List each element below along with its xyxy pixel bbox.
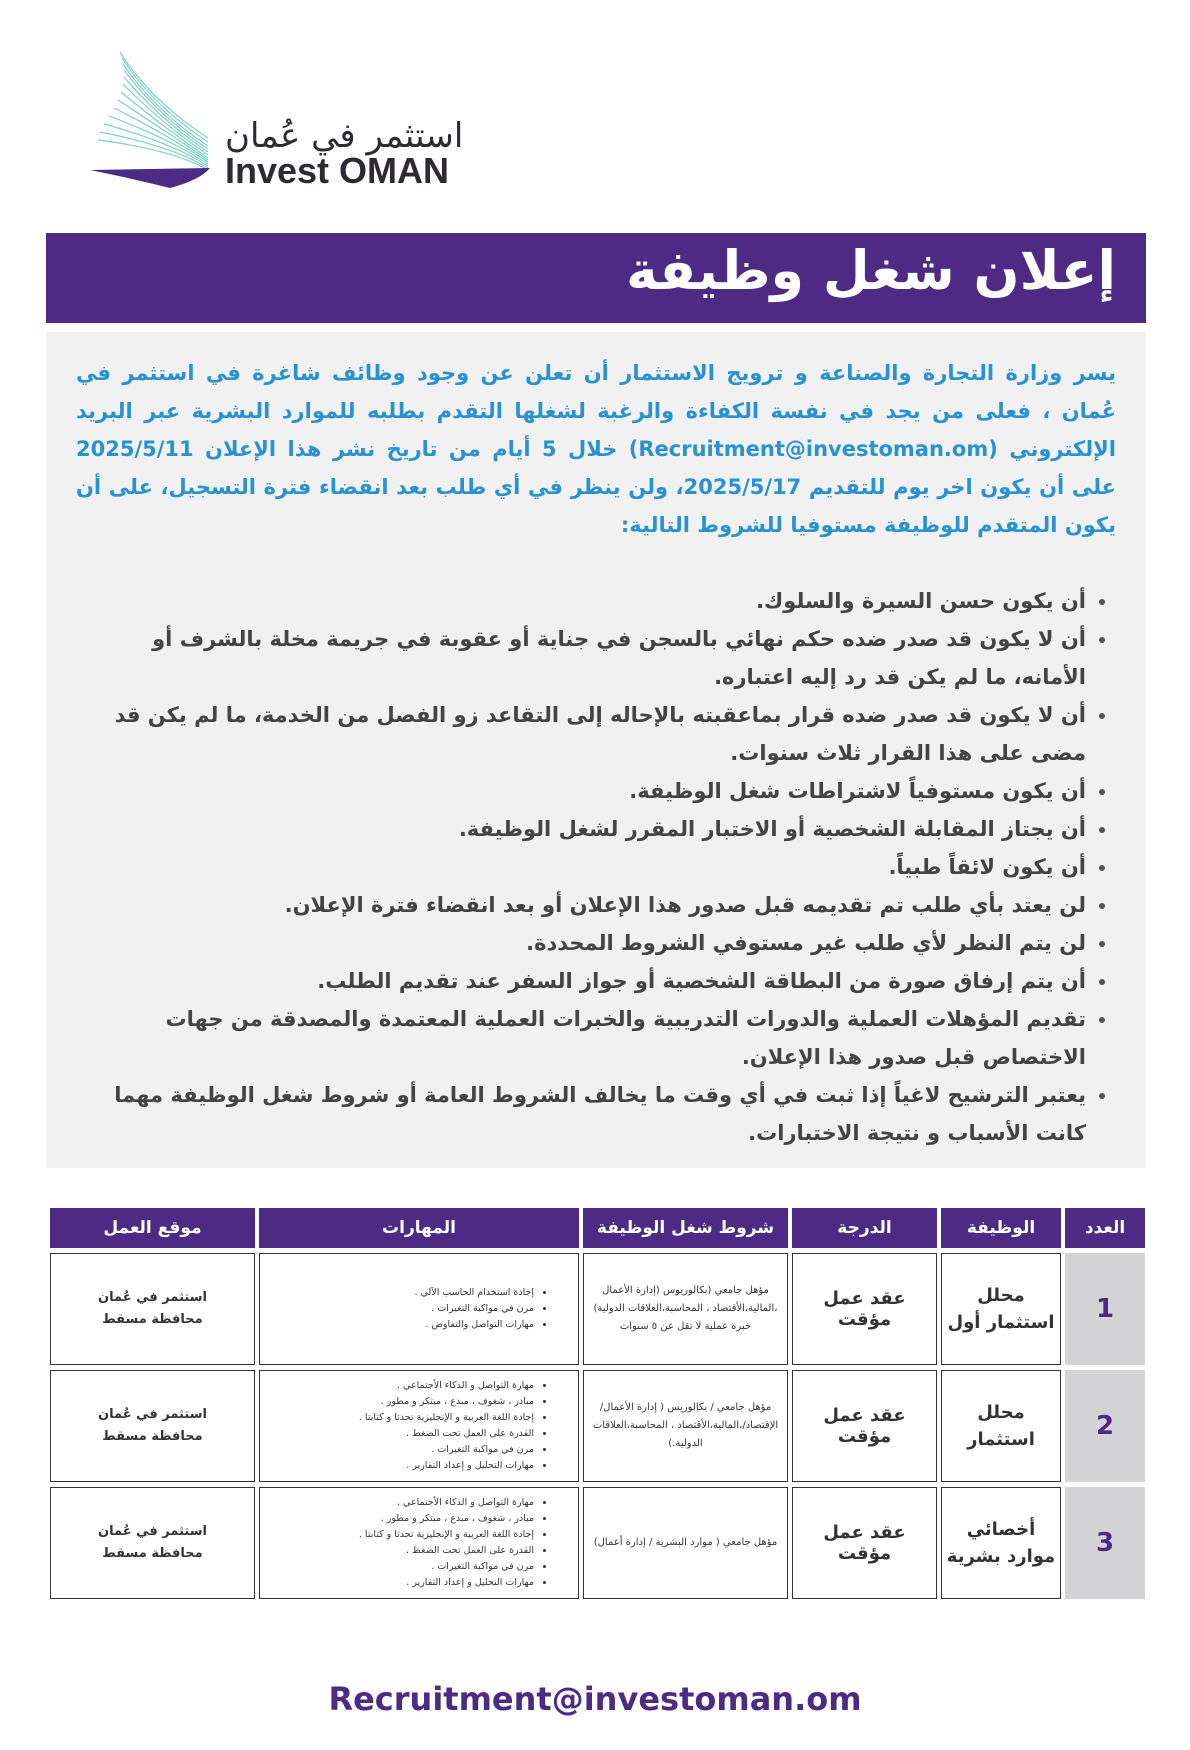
condition-item: • أن يكون لائقاً طبياً.: [76, 848, 1086, 886]
condition-item: • أن يجتاز المقابلة الشخصية أو الاختبار المقرر لشغل الوظيفة.: [76, 810, 1086, 848]
header-job: الوظيفة: [941, 1208, 1061, 1248]
jobs-table: [46, 1208, 1149, 1599]
page-title: إعلان شغل وظيفة: [626, 239, 1116, 302]
row-skills: [259, 1487, 579, 1599]
sail-logo-icon: [90, 50, 220, 190]
skill-item: • إجادة اللغة العربية و الإنجليزية تحدثا و كتابتا .: [264, 1410, 534, 1426]
location-org: استثمر في عُمان: [98, 1290, 207, 1305]
condition-item: • يعتبر الترشيح لاغياً إذا ثبت في أي وقت ما يخالف الشروط العامة أو شروط شغل الوظيفة مهما كانت الأسباب و نتيجة الاختبارات.: [76, 1076, 1086, 1152]
header-grade: الدرجة: [792, 1208, 937, 1248]
skill-item: • مرن في مواكبة التغيرات .: [264, 1559, 534, 1575]
row-grade: عقد عمل مؤقت: [792, 1487, 937, 1599]
row-job: محلل استثمار أول: [941, 1253, 1061, 1365]
row-skills: [259, 1370, 579, 1482]
table-header-row: [50, 1208, 1145, 1248]
row-location: [50, 1253, 255, 1365]
header-requirements: شروط شغل الوظيفة: [583, 1208, 788, 1248]
logo-english-text: Invest OMAN: [225, 150, 450, 191]
table-row: [50, 1253, 1145, 1365]
footer-email-link[interactable]: Recruitment@investoman.om: [328, 1680, 862, 1718]
table-row: [50, 1487, 1145, 1599]
header-skills: المهارات: [259, 1208, 579, 1248]
row-count: 2: [1065, 1370, 1145, 1482]
invest-oman-logo: [90, 50, 464, 191]
skill-item: • مهارة التواصل و الذكاء الأجتماعي .: [264, 1495, 534, 1511]
row-requirements: مؤهل جامعي / بكالوريس ( إدارة الأعمال/ الإقتصاد/،المالية،الأقتصاد ، المحاسبة،العلاقات الدولية.): [583, 1370, 788, 1482]
header-location: موقع العمل: [50, 1208, 255, 1248]
condition-item: • أن لا يكون قد صدر ضده حكم نهائي بالسجن في جناية أو عقوبة في جريمة مخلة بالشرف أو الأمانه، ما لم يكن قد رد إليه اعتباره.: [76, 620, 1086, 696]
condition-item: • تقديم المؤهلات العملية والدورات التدريبية والخبرات العملية المعتمدة والمصدقة من جهات الاختصاص قبل صدور هذا الإعلان.: [76, 1000, 1086, 1076]
location-governorate: محافظة مسقط: [102, 1312, 203, 1327]
title-banner: [46, 233, 1146, 323]
skill-item: • مرن في مواكبة التغيرات .: [264, 1301, 534, 1317]
skill-item: • مرن في مواكبة التغيرات .: [264, 1442, 534, 1458]
location-org: استثمر في عُمان: [98, 1524, 207, 1539]
skill-item: • مهارات التحليل و إعداد التقارير .: [264, 1458, 534, 1474]
skill-item: • مبادر ، شغوف ، مبدع ، مبتكر و مطور .: [264, 1394, 534, 1410]
condition-item: • لن يتم النظر لأي طلب غير مستوفي الشروط المحددة.: [76, 924, 1086, 962]
row-job: أخصائي موارد بشرية: [941, 1487, 1061, 1599]
row-job: محلل استثمار: [941, 1370, 1061, 1482]
condition-item: • لن يعتد بأي طلب تم تقديمه قبل صدور هذا الإعلان أو بعد انقضاء فترة الإعلان.: [76, 886, 1086, 924]
condition-item: • أن يكون حسن السيرة والسلوك.: [76, 582, 1086, 620]
row-count: 3: [1065, 1487, 1145, 1599]
condition-item: • أن لا يكون قد صدر ضده قرار بماعقبته بالإحاله إلى التقاعد زو الفصل من الخدمة، ما لم يكن قد مضى على هذا القرار ثلاث سنوات.: [76, 696, 1086, 772]
skill-item: • مهارات التواصل والتفاوض .: [264, 1317, 534, 1333]
skill-item: • القدرة على العمل تحت الضغط .: [264, 1426, 534, 1442]
skill-item: • القدرة على العمل تحت الضغط .: [264, 1543, 534, 1559]
skill-item: • مبادر ، شغوف ، مبدع ، مبتكر و مطور .: [264, 1511, 534, 1527]
logo-arabic-text: استثمر في عُمان: [225, 116, 464, 156]
condition-item: • أن يكون مستوفياً لاشتراطات شغل الوظيفة.: [76, 772, 1086, 810]
skill-item: • مهارة التواصل و الذكاء الأجتماعي .: [264, 1378, 534, 1394]
announcement-panel: [46, 332, 1146, 1168]
row-grade: عقد عمل مؤقت: [792, 1370, 937, 1482]
table-row: [50, 1370, 1145, 1482]
skill-item: • إجادة اللغة العربية و الإنجليزية تحدثا و كتابتا .: [264, 1527, 534, 1543]
row-requirements: مؤهل جامعي (بكالوريوس (إدارة الأعمال ،المالية،الأقتصاد ، المحاسبة،العلاقات الدولية) خبرة عملية لا تقل عن ٥ سنوات: [583, 1253, 788, 1365]
skill-item: • إجادة استخدام الحاسب الآلي .: [264, 1285, 534, 1301]
location-governorate: محافظة مسقط: [102, 1429, 203, 1444]
row-requirements: مؤهل جامعي ( موارد البشرية / إدارة أعمال): [583, 1487, 788, 1599]
location-org: استثمر في عُمان: [98, 1407, 207, 1422]
condition-item: • أن يتم إرفاق صورة من البطاقة الشخصية أو جواز السفر عند تقديم الطلب.: [76, 962, 1086, 1000]
location-governorate: محافظة مسقط: [102, 1546, 203, 1561]
skill-item: • مهارات التحليل و إعداد التقارير .: [264, 1575, 534, 1591]
row-grade: عقد عمل مؤقت: [792, 1253, 937, 1365]
header-count: العدد: [1065, 1208, 1145, 1248]
conditions-list: [76, 582, 1110, 1152]
row-location: [50, 1487, 255, 1599]
intro-paragraph: يسر وزارة التجارة والصناعة و ترويج الاستثمار أن تعلن عن وجود وظائف شاغرة في استثمر في عُمان ، فعلى من يجد في نفسة الكفاءة والرغبة لشغلها التقدم بطلبه للموارد البشرية عبر البريد الإلكتروني (Recruitment@investoman.om) خلال 5 أيام من تاريخ نشر هذا الإعلان 2025/5/11 على أن يكون اخر يوم للتقديم 2025/5/17، ولن ينظر في أي طلب بعد انقضاء فترة التسجيل، على أن يكون المتقدم للوظيفة مستوفيا للشروط التالية:: [76, 361, 1117, 537]
row-count: 1: [1065, 1253, 1145, 1365]
row-skills: [259, 1253, 579, 1365]
row-location: [50, 1370, 255, 1482]
